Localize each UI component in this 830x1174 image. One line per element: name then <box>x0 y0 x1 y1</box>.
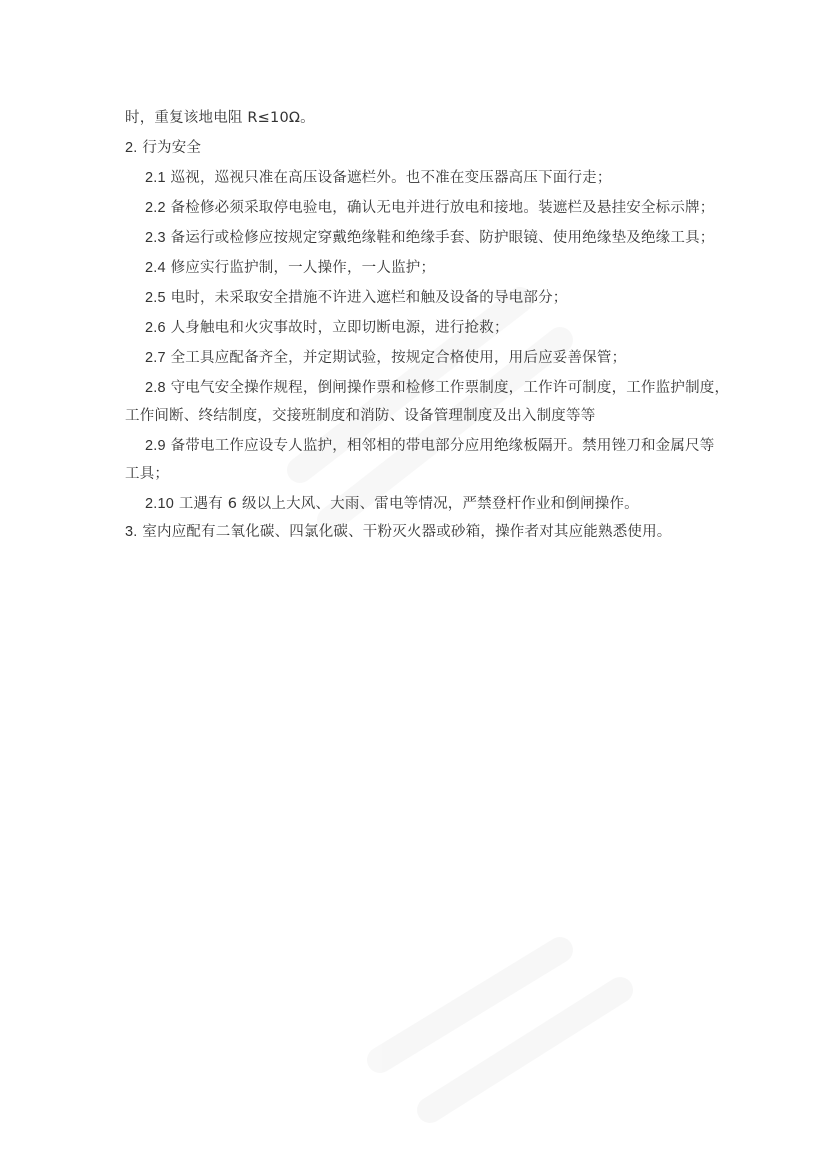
list-item: 2.7 全工具应配备齐全，并定期试验，按规定合格使用，用后应妥善保管； <box>145 350 627 366</box>
list-item: 2.10 工遇有 6 级以上大风、大雨、雷电等情况，严禁登杆作业和倒闸操作。 <box>145 496 639 512</box>
section-2-title: 行为安全 <box>142 140 202 156</box>
list-item: 2.4 修应实行监护制，一人操作，一人监护； <box>145 260 436 276</box>
section-3 <box>125 522 672 542</box>
list-item-continuation: 工具； <box>125 466 170 482</box>
section-3-number: 3. <box>125 524 138 540</box>
intro-line: 时，重复该地电阻 R≤10Ω。 <box>125 110 315 126</box>
list-item: 2.2 备检修必须采取停电验电，确认无电并进行放电和接地。装遮栏及悬挂安全标示牌； <box>145 200 715 216</box>
section-3-text: 室内应配有二氧化碳、四氯化碳、干粉灭火器或砂箱，操作者对其应能熟悉使用。 <box>142 524 672 540</box>
list-item: 2.5 电时，未采取安全措施不许进入遮栏和触及设备的导电部分； <box>145 290 568 306</box>
list-item: 2.6 人身触电和火灾事故时，立即切断电源，进行抢救； <box>145 320 509 336</box>
list-item: 2.8 守电气安全操作规程，倒闸操作票和检修工作票制度，工作许可制度，工作监护制度， <box>145 380 730 396</box>
list-item: 2.3 备运行或检修应按规定穿戴绝缘鞋和绝缘手套、防护眼镜、使用绝缘垫及绝缘工具； <box>145 230 715 246</box>
list-item-continuation: 工作间断、终结制度，交接班制度和消防、设备管理制度及出入制度等等 <box>125 408 596 424</box>
section-2-number: 2. <box>125 140 138 156</box>
list-item: 2.1 巡视，巡视只准在高压设备遮栏外。也不准在变压器高压下面行走； <box>145 170 612 186</box>
section-2-heading <box>125 138 201 158</box>
list-item: 2.9 备带电工作应设专人监护，相邻相的带电部分应用绝缘板隔开。禁用锉刀和金属尺等 <box>145 438 715 454</box>
